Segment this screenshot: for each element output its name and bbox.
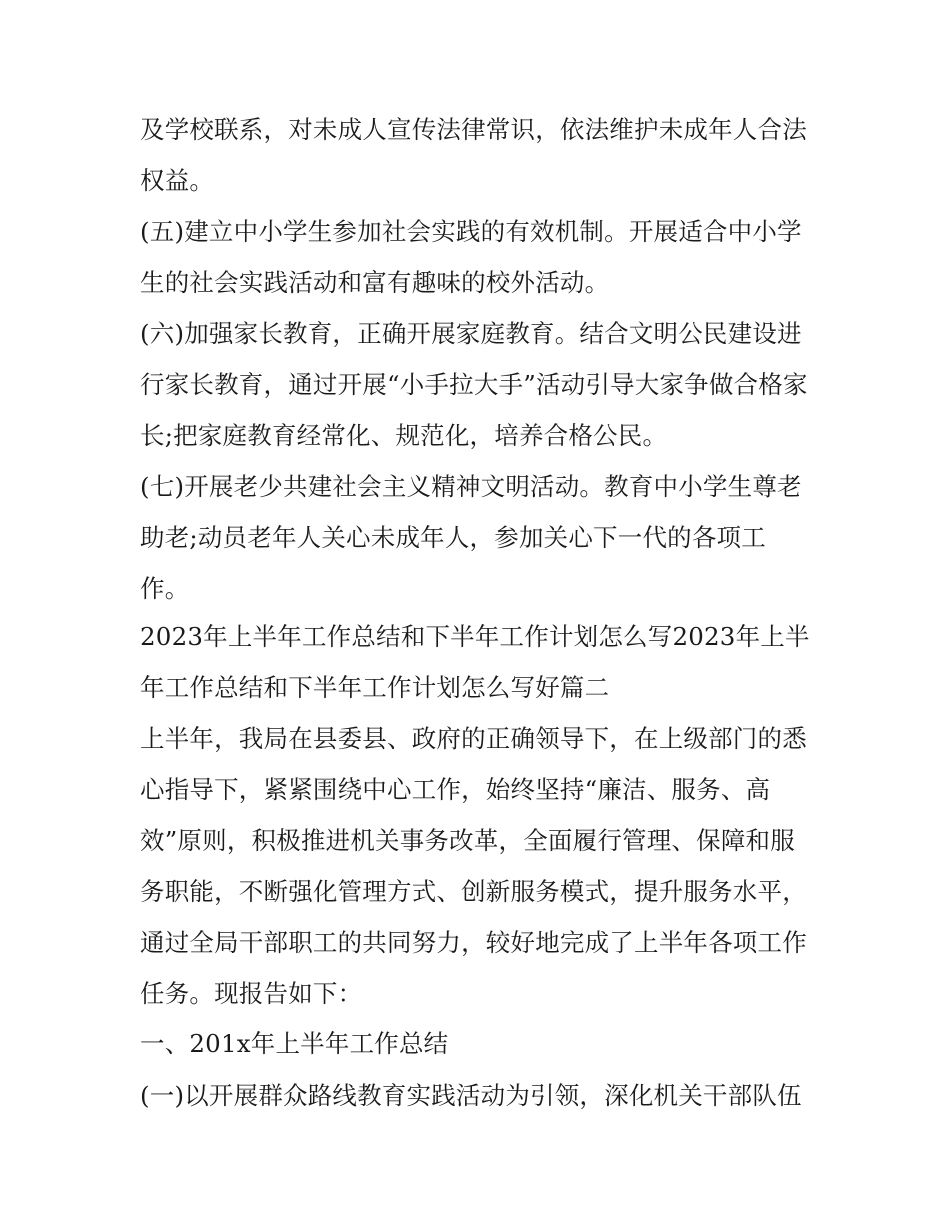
- section-heading-line: 一、201x年上半年工作总结: [140, 1029, 449, 1058]
- text-line: 行家长教育，通过开展“小手拉大手”活动引导大家争做合格家: [140, 370, 808, 399]
- text-line: (五)建立中小学生参加社会实践的有效机制。开展适合中小学: [140, 217, 802, 246]
- text-line: 生的社会实践活动和富有趣味的校外活动。: [140, 268, 610, 297]
- text-line: 权益。: [140, 166, 215, 195]
- text-line: 务职能，不断强化管理方式、创新服务模式，提升服务水平，: [140, 877, 807, 906]
- text-line: 任务。现报告如下：: [140, 979, 363, 1008]
- text-line: (七)开展老少共建社会主义精神文明活动。教育中小学生尊老: [140, 472, 802, 501]
- text-line: 作。: [140, 574, 190, 603]
- text-line: 心指导下，紧紧围绕中心工作，始终坚持“廉洁、服务、高: [140, 775, 771, 804]
- section-heading-line: 年工作总结和下半年工作计划怎么写好篇二: [140, 673, 610, 702]
- text-line: (六)加强家长教育，正确开展家庭教育。结合文明公民建设进: [140, 319, 802, 348]
- text-line: 通过全局干部职工的共同努力，较好地完成了上半年各项工作: [140, 928, 807, 957]
- text-line: (一)以开展群众路线教育实践活动为引领，深化机关干部队伍: [140, 1081, 802, 1110]
- section-heading-line: 2023年上半年工作总结和下半年工作计划怎么写2023年上半: [140, 622, 810, 651]
- text-line: 及学校联系，对未成人宣传法律常识，依法维护未成年人合法: [140, 115, 807, 144]
- text-line: 效”原则，积极推进机关事务改革，全面履行管理、保障和服: [140, 826, 795, 855]
- text-line: 长;把家庭教育经常化、规范化，培养合格公民。: [140, 421, 668, 450]
- text-line: 助老;动员老年人关心未成年人，参加关心下一代的各项工: [140, 523, 766, 552]
- text-line: 上半年，我局在县委县、政府的正确领导下，在上级部门的悉: [140, 724, 807, 753]
